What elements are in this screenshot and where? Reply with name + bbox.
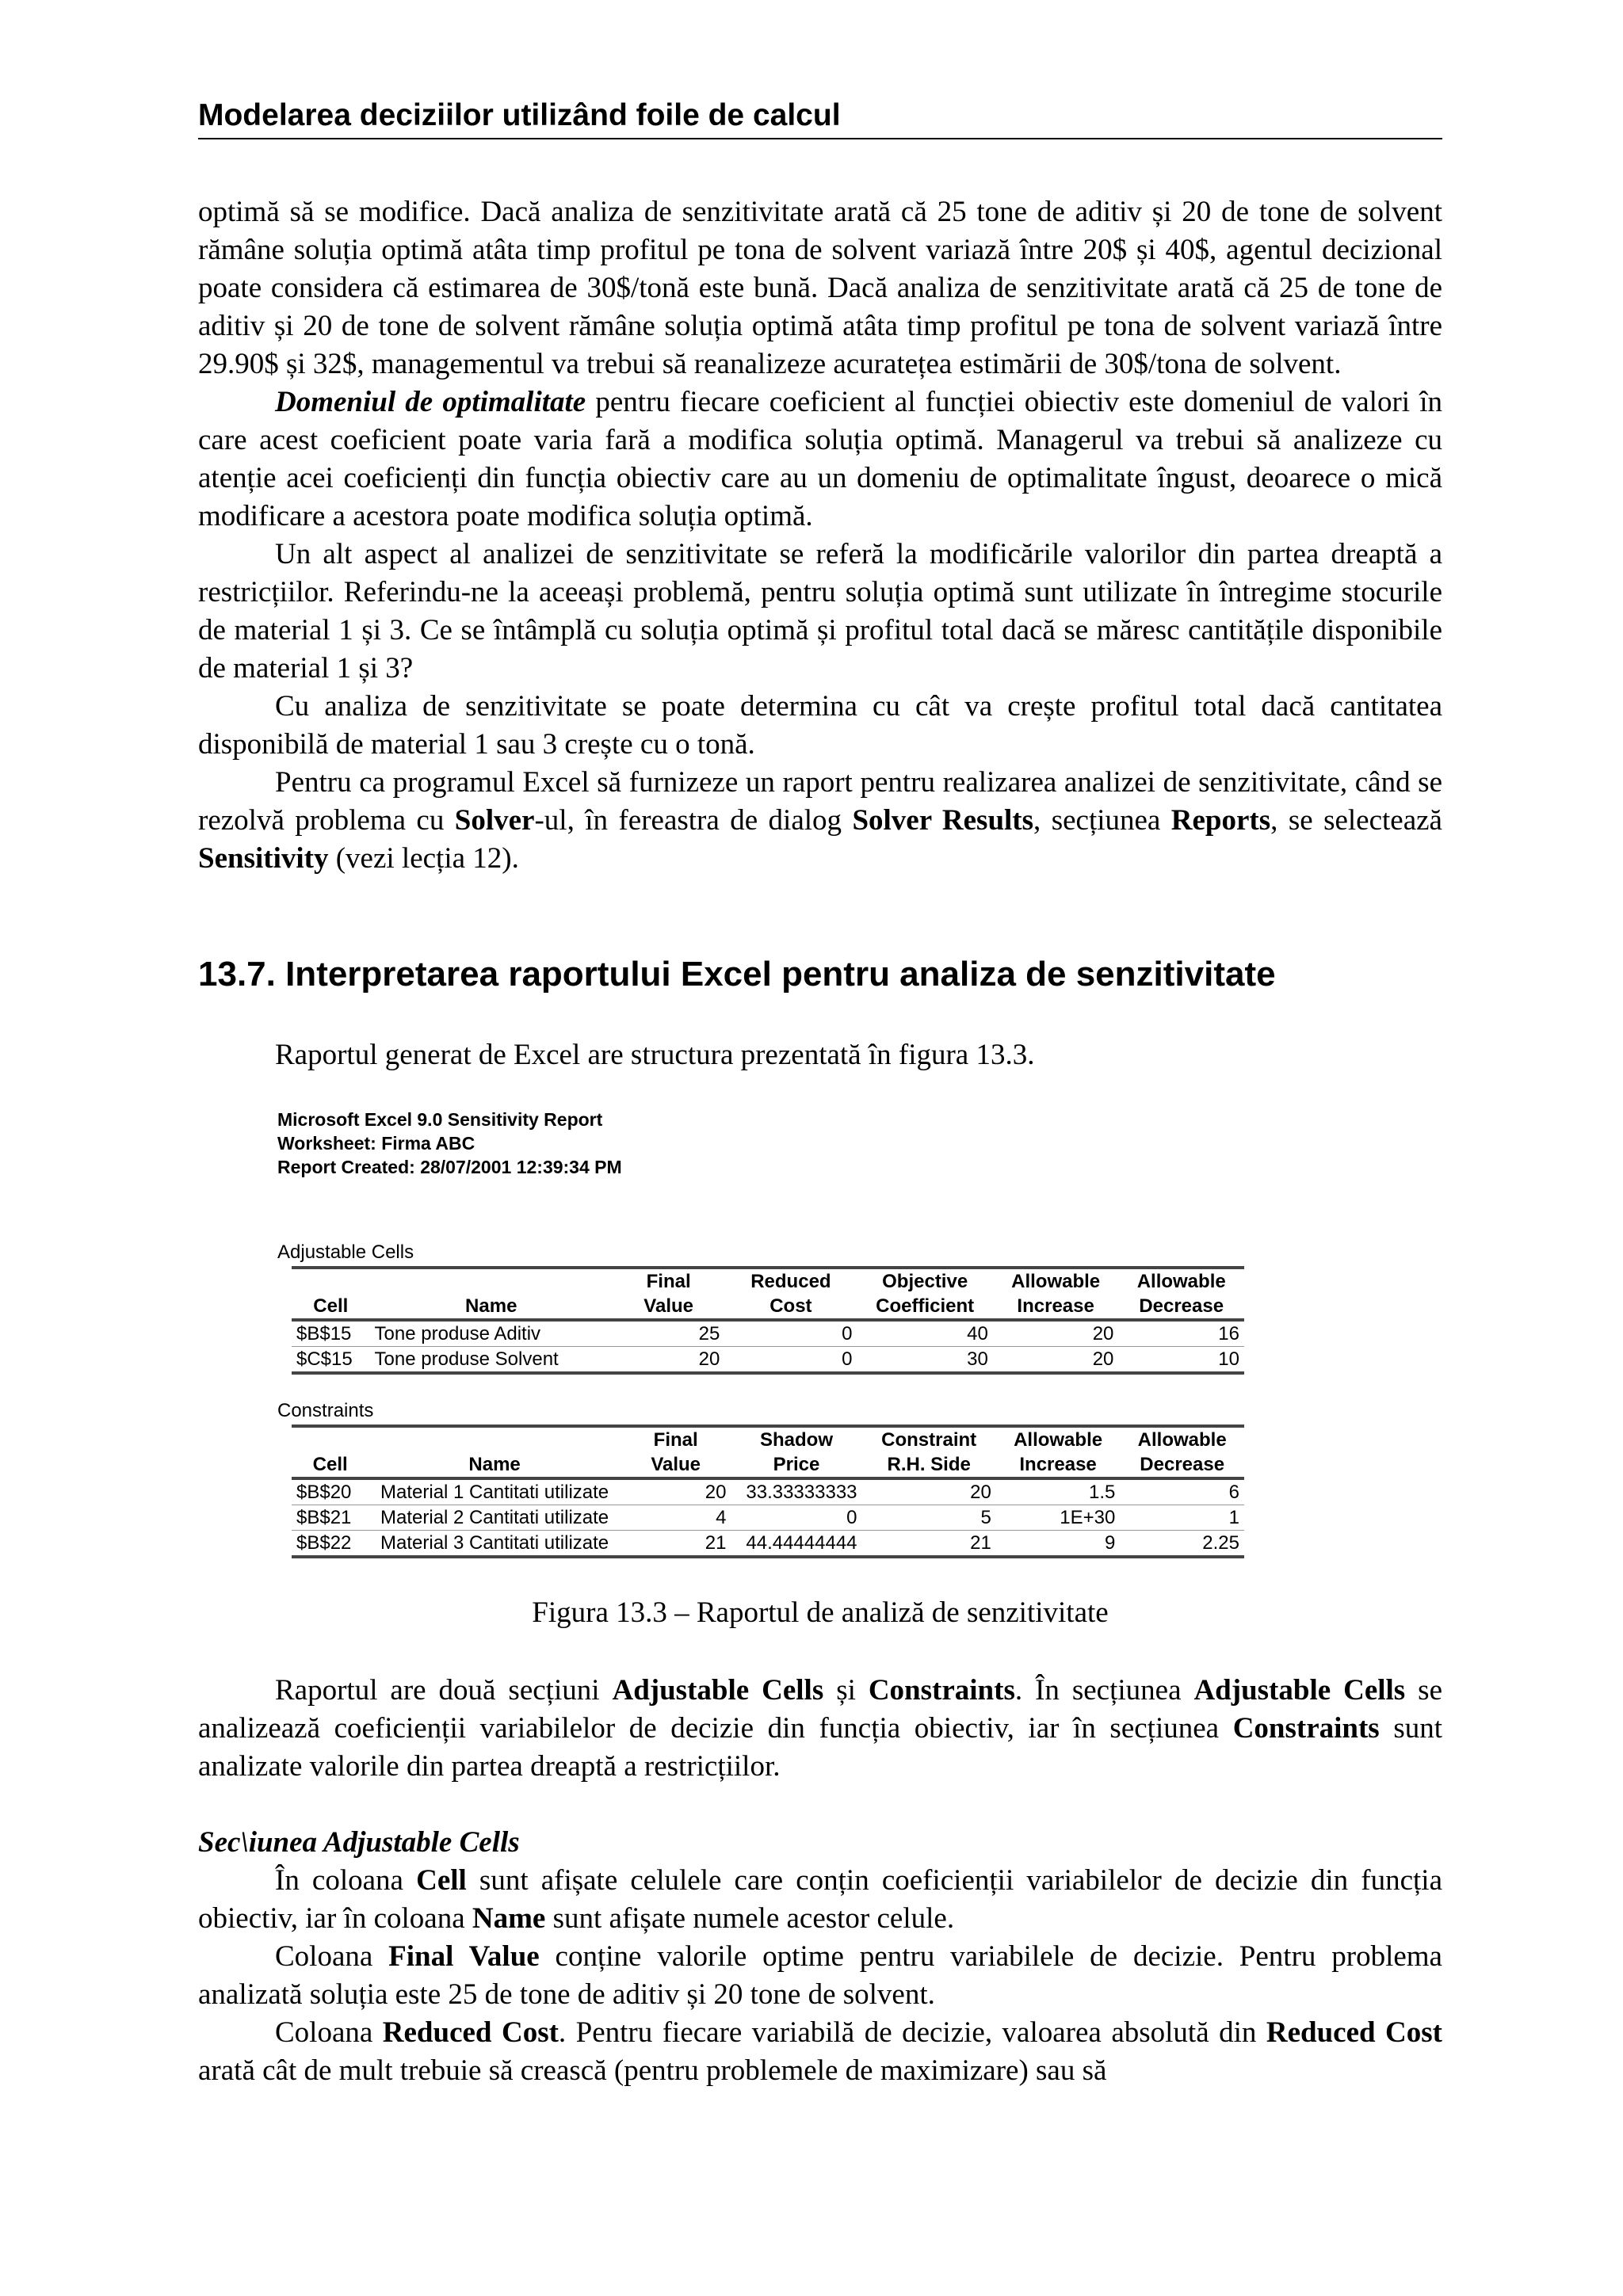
text: , secțiunea — [1033, 804, 1171, 837]
section-heading: 13.7. Interpretarea raportului Excel pentru analiza de senzitivitate — [198, 955, 1276, 994]
cell-allowable-increase: 20 — [993, 1347, 1119, 1374]
cell-objective-coef: 30 — [857, 1347, 992, 1374]
term-cell: Cell — [416, 1864, 467, 1897]
report-title: Microsoft Excel 9.0 Sensitivity Report — [277, 1109, 603, 1130]
header-shadow: Shadow — [731, 1426, 862, 1452]
header-price: Price — [731, 1452, 862, 1478]
text: și — [823, 1674, 869, 1707]
header-row — [292, 1294, 1244, 1320]
cell-final-value: 25 — [613, 1320, 724, 1347]
term-adjustable-cells: Adjustable Cells — [1193, 1674, 1406, 1707]
report-sections-text — [198, 1672, 1442, 1786]
cell-rh-side: 21 — [862, 1531, 996, 1558]
cell-reduced-cost: 0 — [724, 1347, 857, 1374]
term-constraints: Constraints — [868, 1674, 1015, 1707]
header-row — [292, 1426, 1244, 1452]
text: Coloana — [275, 2016, 383, 2049]
adjustable-cells-table — [292, 1266, 1244, 1375]
header-allowable-dec: Allowable — [1120, 1426, 1244, 1452]
cell-shadow-price: 44.44444444 — [731, 1531, 862, 1558]
paragraph-text: pentru fiecare coeficient al funcției obiectiv este domeniul de valori în care acest coeficient poate varia fară a modifica soluția optimă. Managerul va trebui să analizeze cu atenție acei coeficienți din funcția obiectiv care au un domeniu de optimalitate îngust, deoarece o mică modificare a acestora poate modifica soluția optimă. — [198, 386, 1442, 532]
cell-final-value: 4 — [621, 1505, 731, 1531]
adjustable-cells-label: Adjustable Cells — [277, 1241, 414, 1263]
cell-name: Tone produse Solvent — [370, 1347, 613, 1374]
text: Pentru ca programul Excel să furnizeze un raport pentru realizarea analizei de senzitivitate, când se rezolvă problema cu — [198, 766, 1442, 837]
cell-name: Material 3 Cantitati utilizate — [369, 1531, 621, 1558]
header-coefficient: Coefficient — [857, 1294, 992, 1320]
cell-name: Material 1 Cantitati utilizate — [369, 1478, 621, 1505]
constraints-label: Constraints — [277, 1400, 374, 1421]
cell-allowable-increase: 20 — [993, 1320, 1119, 1347]
text: se analizează coeficienții variabilelor de decizie din funcția obiectiv, iar în secțiunea — [198, 1674, 1442, 1745]
header-objective: Objective — [857, 1268, 992, 1294]
table-row — [292, 1478, 1244, 1505]
text: . Pentru fiecare variabilă de decizie, valoarea absolută din — [558, 2016, 1266, 2049]
term-reports: Reports — [1170, 804, 1271, 837]
header-row — [292, 1452, 1244, 1478]
intro-text — [198, 193, 1442, 878]
header-cell: Cell — [292, 1452, 369, 1478]
report-meta — [277, 1108, 622, 1179]
text: Raportul are două secțiuni — [275, 1674, 613, 1707]
section-lead — [198, 1036, 1442, 1074]
text: sunt analizate valorile din partea dreaptă a restricțiilor. — [198, 1712, 1442, 1783]
table-row — [292, 1531, 1244, 1558]
cell-allowable-increase: 1E+30 — [996, 1505, 1121, 1531]
text: arată cât de mult trebuie să crească (pentru problemele de maximizare) sau să — [198, 2054, 1107, 2087]
cell-ref: $C$15 — [292, 1347, 370, 1374]
table-row — [292, 1347, 1244, 1374]
cell-allowable-decrease: 2.25 — [1120, 1531, 1244, 1558]
header-allowable-dec: Allowable — [1118, 1268, 1244, 1294]
cell-reduced-cost: 0 — [724, 1320, 857, 1347]
header-final: Final — [621, 1426, 731, 1452]
header-allowable-inc: Allowable — [996, 1426, 1121, 1452]
cell-ref: $B$22 — [292, 1531, 369, 1558]
paragraph-reduced-cost — [198, 2014, 1442, 2090]
header-name — [369, 1426, 621, 1452]
term-solver-results: Solver Results — [852, 804, 1034, 837]
subsection-text — [198, 1862, 1442, 2090]
header-decrease: Decrease — [1120, 1452, 1244, 1478]
cell-objective-coef: 40 — [857, 1320, 992, 1347]
report-worksheet: Worksheet: Firma ABC — [277, 1133, 475, 1154]
cell-ref: $B$21 — [292, 1505, 369, 1531]
text: conține valorile optime pentru variabilele de decizie. Pentru problema analizată soluția este 25 de tone de aditiv și 20 tone de solvent. — [198, 1940, 1442, 2011]
header-value: Value — [621, 1452, 731, 1478]
term-name: Name — [472, 1902, 546, 1935]
text: sunt afișate numele acestor celule. — [545, 1902, 955, 1935]
term-optimality-range: Domeniul de optimalitate — [275, 386, 586, 418]
text: În coloana — [275, 1864, 417, 1897]
header-cell — [292, 1268, 370, 1294]
cell-final-value: 21 — [621, 1531, 731, 1558]
table-row — [292, 1505, 1244, 1531]
cell-allowable-decrease: 6 — [1120, 1478, 1244, 1505]
header-constraint: Constraint — [862, 1426, 996, 1452]
term-final-value: Final Value — [388, 1940, 540, 1973]
cell-ref: $B$20 — [292, 1478, 369, 1505]
header-name: Name — [370, 1294, 613, 1320]
cell-shadow-price: 33.33333333 — [731, 1478, 862, 1505]
header-cost: Cost — [724, 1294, 857, 1320]
paragraph-optimal: optimă să se modifice. Dacă analiza de senzitivitate arată că 25 tone de aditiv și 20 de tone de solvent rămâne soluția optimă atâta timp profitul pe tona de solvent variază între 20$ și 40$, agentul decizional poate considera că estimarea de 30$/tonă este bună. Dacă analiza de senzitivitate arată că 25 de tone de aditiv și 20 de tone de solvent rămâne soluția optimă atâta timp profitul pe tona de solvent variază între 29.90$ și 32$, managementul va trebui să reanalizeze acuratețea estimării de 30$/tona de solvent. — [198, 196, 1442, 380]
header-reduced: Reduced — [724, 1268, 857, 1294]
cell-name: Material 2 Cantitati utilizate — [369, 1505, 621, 1531]
header-allowable-inc: Allowable — [993, 1268, 1119, 1294]
paragraph-rhs: Un alt aspect al analizei de senzitivitate se referă la modificările valorilor din partea dreaptă a restricțiilor. Referindu-ne la aceeași problemă, pentru soluția optimă sunt utilizate în întregime stocurile de material 1 și 3. Ce se întâmplă cu soluția optimă și profitul total dacă se măresc cantitățile disponibile de material 1 și 3? — [198, 538, 1442, 685]
report-created: Report Created: 28/07/2001 12:39:34 PM — [277, 1157, 622, 1177]
term-solver: Solver — [454, 804, 535, 837]
figure-caption: Figura 13.3 – Raportul de analiză de senzitivitate — [532, 1596, 1109, 1629]
text: (vezi lecția 12). — [328, 842, 519, 875]
cell-rh-side: 20 — [862, 1478, 996, 1505]
header-row — [292, 1268, 1244, 1294]
cell-allowable-decrease: 1 — [1120, 1505, 1244, 1531]
paragraph-excel-report — [198, 764, 1442, 878]
header-cell — [292, 1426, 369, 1452]
text: . În secțiunea — [1014, 1674, 1194, 1707]
running-header: Modelarea deciziilor utilizând foile de calcul — [198, 98, 841, 132]
term-reduced-cost: Reduced Cost — [1266, 2016, 1442, 2049]
cell-shadow-price: 0 — [731, 1505, 862, 1531]
term-adjustable-cells: Adjustable Cells — [612, 1674, 824, 1707]
cell-allowable-decrease: 16 — [1118, 1320, 1244, 1347]
cell-allowable-decrease: 10 — [1118, 1347, 1244, 1374]
header-final: Final — [613, 1268, 724, 1294]
text: Coloana — [275, 1940, 389, 1973]
paragraph-profit: Cu analiza de senzitivitate se poate determina cu cât va crește profitul total dacă cantitatea disponibilă de material 1 sau 3 crește cu o tonă. — [198, 690, 1442, 761]
header-increase: Increase — [996, 1452, 1121, 1478]
text: sunt afișate celulele care conțin coeficienții variabilelor de decizie din funcția obiectiv, iar în coloana — [198, 1864, 1442, 1935]
cell-allowable-increase: 1.5 — [996, 1478, 1121, 1505]
header-rh-side: R.H. Side — [862, 1452, 996, 1478]
constraints-table — [292, 1425, 1244, 1558]
cell-rh-side: 5 — [862, 1505, 996, 1531]
paragraph-cell-column — [198, 1862, 1442, 1938]
paragraph-sections — [198, 1672, 1442, 1786]
header-value: Value — [613, 1294, 724, 1320]
subsection-title: Sec\iunea Adjustable Cells — [198, 1826, 520, 1859]
term-constraints: Constraints — [1232, 1712, 1380, 1745]
text: , se selectează — [1270, 804, 1442, 837]
text: -ul, în fereastra de dialog — [534, 804, 853, 837]
header-increase: Increase — [993, 1294, 1119, 1320]
cell-allowable-increase: 9 — [996, 1531, 1121, 1558]
paragraph-optimality-range — [198, 383, 1442, 536]
cell-ref: $B$15 — [292, 1320, 370, 1347]
header-rule — [198, 138, 1442, 139]
paragraph-final-value — [198, 1938, 1442, 2014]
header-name — [370, 1268, 613, 1294]
cell-name: Tone produse Aditiv — [370, 1320, 613, 1347]
cell-final-value: 20 — [621, 1478, 731, 1505]
header-decrease: Decrease — [1118, 1294, 1244, 1320]
cell-final-value: 20 — [613, 1347, 724, 1374]
term-reduced-cost: Reduced Cost — [382, 2016, 559, 2049]
header-name: Name — [369, 1452, 621, 1478]
header-cell: Cell — [292, 1294, 370, 1320]
lead-text: Raportul generat de Excel are structura prezentată în figura 13.3. — [275, 1039, 1035, 1071]
term-sensitivity: Sensitivity — [198, 842, 329, 875]
table-row — [292, 1320, 1244, 1347]
